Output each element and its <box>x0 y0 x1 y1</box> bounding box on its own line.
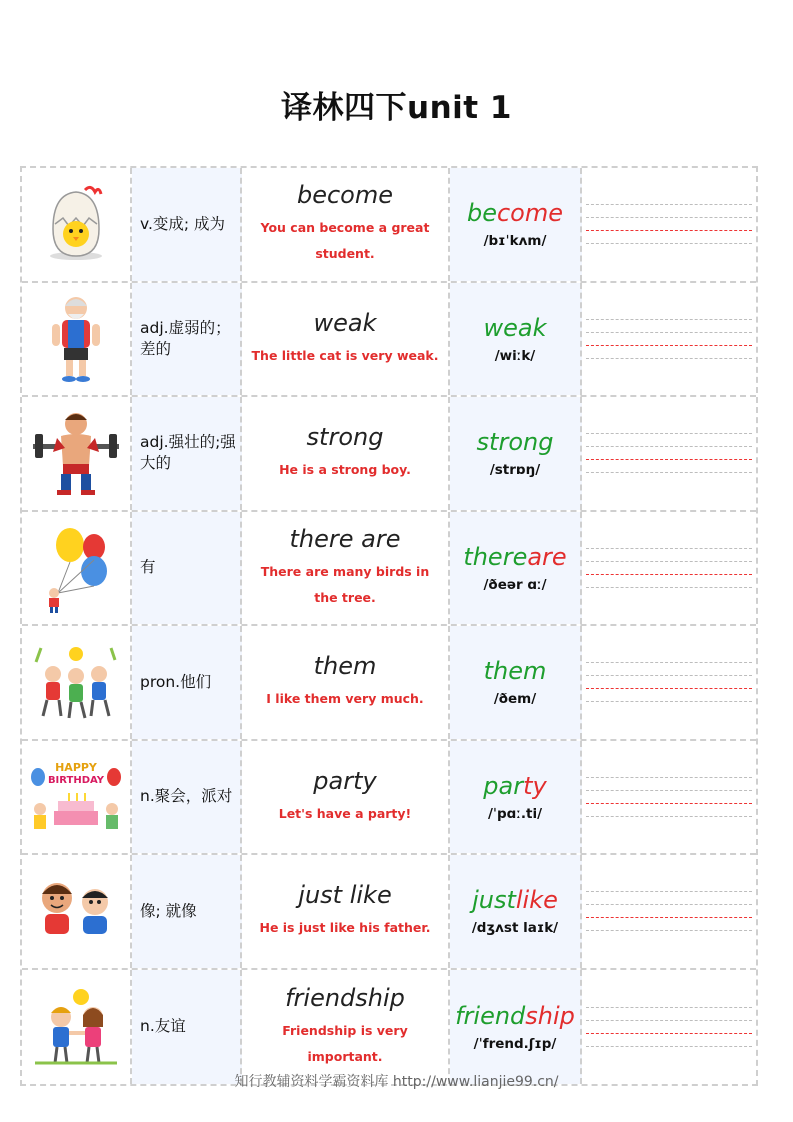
phonics-cell <box>450 970 582 1085</box>
baseline-red <box>586 688 752 689</box>
phonetic-transcription: /ˈpɑː.ti/ <box>487 805 543 822</box>
phonetic-transcription: /wiːk/ <box>494 347 536 364</box>
vocab-row <box>22 397 756 512</box>
phonics-cell <box>450 397 582 510</box>
word-segment: like <box>515 886 558 915</box>
phonics-cell <box>450 283 582 396</box>
baseline-red <box>586 917 752 918</box>
guide-line <box>586 587 752 588</box>
word-cell <box>242 397 450 510</box>
word-meaning: adj.强壮的;强大的 <box>132 397 242 510</box>
writing-lines[interactable] <box>582 741 756 854</box>
phonetic-transcription: /dʒʌst laɪk/ <box>471 920 559 937</box>
english-word: become <box>296 181 394 210</box>
english-word: them <box>313 652 377 681</box>
page-title: 译林四下unit 1 <box>281 90 512 126</box>
guide-line <box>586 662 752 663</box>
guide-line <box>586 790 752 791</box>
example-sentence: He is a strong boy. <box>279 462 411 478</box>
example-sentence: I like them very much. <box>266 691 424 707</box>
guide-line <box>586 1007 752 1008</box>
guide-line <box>586 777 752 778</box>
writing-lines[interactable] <box>582 397 756 510</box>
word-segment: par <box>483 771 524 800</box>
guide-line <box>586 1046 752 1047</box>
phonetic-transcription: /ðeər ɑː/ <box>483 576 547 593</box>
english-word: party <box>313 766 377 795</box>
birthday-party-icon <box>22 741 132 854</box>
phonetic-transcription: /bɪˈkʌm/ <box>483 233 547 250</box>
baseline-red <box>586 1033 752 1034</box>
guide-line <box>586 433 752 434</box>
writing-lines[interactable] <box>582 855 756 968</box>
colored-word <box>467 199 563 227</box>
baseline-red <box>586 803 752 804</box>
guide-line <box>586 472 752 473</box>
friends-icon <box>22 970 132 1085</box>
writing-lines[interactable] <box>582 626 756 739</box>
vocab-row <box>22 855 756 970</box>
guide-line <box>586 675 752 676</box>
vocab-row <box>22 626 756 741</box>
phonics-cell <box>450 855 582 968</box>
word-segment: there <box>463 542 528 571</box>
two-boys-icon <box>22 855 132 968</box>
word-cell <box>242 970 450 1085</box>
vocab-row <box>22 512 756 627</box>
colored-word <box>484 657 547 685</box>
word-cell <box>242 512 450 625</box>
word-cell <box>242 855 450 968</box>
example-sentence: The little cat is very weak. <box>251 347 439 363</box>
word-cell <box>242 626 450 739</box>
guide-line <box>586 904 752 905</box>
footer-watermark: 知行教辅资料学霸资料库 http://www.lianjie99.cn/ <box>234 1074 559 1090</box>
english-word: strong <box>306 423 384 452</box>
guide-line <box>586 561 752 562</box>
vocab-row <box>22 283 756 398</box>
word-segment: just <box>472 886 516 915</box>
word-segment: friend <box>455 1001 526 1030</box>
guide-line <box>586 930 752 931</box>
weightlifter-icon <box>22 397 132 510</box>
english-word: there are <box>289 524 401 553</box>
word-meaning: n.聚会，派对 <box>132 741 242 854</box>
colored-word <box>472 886 558 914</box>
baseline-red <box>586 574 752 575</box>
phonics-cell <box>450 168 582 281</box>
phonetic-transcription: /ˈfrend.ʃɪp/ <box>473 1035 557 1052</box>
writing-lines[interactable] <box>582 168 756 281</box>
word-meaning: 像; 就像 <box>132 855 242 968</box>
word-meaning: v.变成; 成为 <box>132 168 242 281</box>
english-word: just like <box>298 881 392 910</box>
writing-lines[interactable] <box>582 970 756 1085</box>
example-sentence: He is just like his father. <box>259 920 431 936</box>
english-word: friendship <box>285 983 405 1012</box>
baseline-red <box>586 230 752 231</box>
guide-line <box>586 358 752 359</box>
writing-lines[interactable] <box>582 512 756 625</box>
old-man-icon <box>22 283 132 396</box>
guide-line <box>586 548 752 549</box>
word-segment: be <box>466 199 497 228</box>
guide-line <box>586 891 752 892</box>
word-segment: ty <box>523 771 547 800</box>
word-segment: strong <box>476 428 554 457</box>
colored-word <box>463 543 566 571</box>
word-segment: them <box>483 657 547 686</box>
children-playing-icon <box>22 626 132 739</box>
guide-line <box>586 701 752 702</box>
word-segment: weak <box>483 313 547 342</box>
phonics-cell <box>450 512 582 625</box>
phonetic-transcription: /ðem/ <box>493 691 537 708</box>
word-meaning: pron.他们 <box>132 626 242 739</box>
word-meaning: n.友谊 <box>132 970 242 1085</box>
example-sentence: Friendship is very important. <box>282 1022 408 1064</box>
guide-line <box>586 319 752 320</box>
balloons-child-icon <box>22 512 132 625</box>
example-sentence: Let's have a party! <box>278 805 412 821</box>
word-segment: come <box>496 199 564 228</box>
example-sentence: There are many birds in the tree. <box>260 563 430 605</box>
guide-line <box>586 243 752 244</box>
word-cell <box>242 741 450 854</box>
writing-lines[interactable] <box>582 283 756 396</box>
vocab-row <box>22 970 756 1085</box>
word-meaning: 有 <box>132 512 242 625</box>
svg-text:BIRTHDAY: BIRTHDAY <box>47 774 105 786</box>
svg-text:HAPPY: HAPPY <box>55 760 97 774</box>
guide-line <box>586 204 752 205</box>
vocab-table <box>20 166 758 1086</box>
phonics-cell <box>450 626 582 739</box>
baseline-red <box>586 459 752 460</box>
colored-word <box>455 1002 575 1030</box>
guide-line <box>586 816 752 817</box>
vocab-row <box>22 168 756 283</box>
hatching-chick-icon <box>22 168 132 281</box>
word-meaning: adj.虚弱的；差的 <box>132 283 242 396</box>
word-cell <box>242 283 450 396</box>
word-segment: ship <box>525 1001 575 1030</box>
word-segment: are <box>527 542 567 571</box>
colored-word <box>483 772 546 800</box>
colored-word <box>484 314 547 342</box>
guide-line <box>586 446 752 447</box>
example-sentence: You can become a great student. <box>260 220 430 262</box>
guide-line <box>586 1020 752 1021</box>
guide-line <box>586 332 752 333</box>
english-word: weak <box>313 308 377 337</box>
colored-word <box>477 428 554 456</box>
guide-line <box>586 217 752 218</box>
word-cell <box>242 168 450 281</box>
phonetic-transcription: /strɒŋ/ <box>489 462 541 479</box>
baseline-red <box>586 345 752 346</box>
phonics-cell <box>450 741 582 854</box>
vocab-row <box>22 741 756 856</box>
